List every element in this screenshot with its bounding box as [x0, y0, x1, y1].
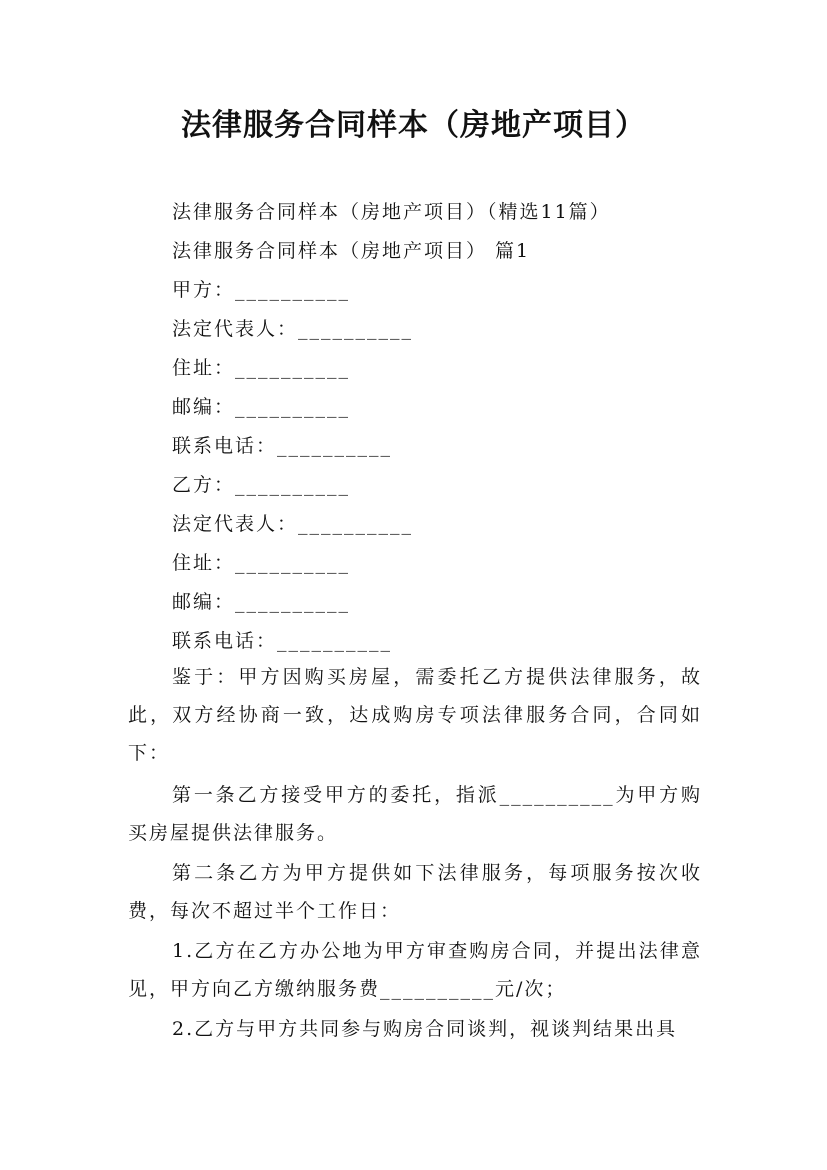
whereas-paragraph: 鉴于：甲方因购买房屋，需委托乙方提供法律服务，故此，双方经协商一致，达成购房专项法律服务合同，合同如下： [128, 666, 702, 764]
article-1-paragraph: 第一条乙方接受甲方的委托，指派__________为甲方购买房屋提供法律服务。 [128, 784, 702, 844]
document-subtitle: 法律服务合同样本（房地产项目）（精选11篇） [172, 201, 611, 223]
party-a-phone: 联系电话：__________ [172, 435, 393, 457]
party-a-address: 住址：__________ [172, 357, 351, 379]
party-b-legal-rep: 法定代表人：__________ [172, 513, 414, 535]
party-a-legal-rep: 法定代表人：__________ [172, 318, 414, 340]
party-a-postcode: 邮编：__________ [172, 396, 351, 418]
party-b-postcode: 邮编：__________ [172, 591, 351, 613]
article-2-paragraph: 第二条乙方为甲方提供如下法律服务，每项服务按次收费，每次不超过半个工作日： [128, 862, 702, 922]
party-a-name: 甲方：__________ [172, 279, 351, 301]
section-heading: 法律服务合同样本（房地产项目） 篇1 [172, 240, 531, 262]
item-2-paragraph: 2.乙方与甲方共同参与购房合同谈判，视谈判结果出具 [172, 1018, 678, 1040]
document-title: 法律服务合同样本（房地产项目） [181, 108, 646, 143]
party-b-name: 乙方：__________ [172, 474, 351, 496]
party-b-phone: 联系电话：__________ [172, 630, 393, 652]
item-1-paragraph: 1.乙方在乙方办公地为甲方审查购房合同，并提出法律意见，甲方向乙方缴纳服务费__________元/次； [128, 940, 702, 1000]
party-b-address: 住址：__________ [172, 552, 351, 574]
